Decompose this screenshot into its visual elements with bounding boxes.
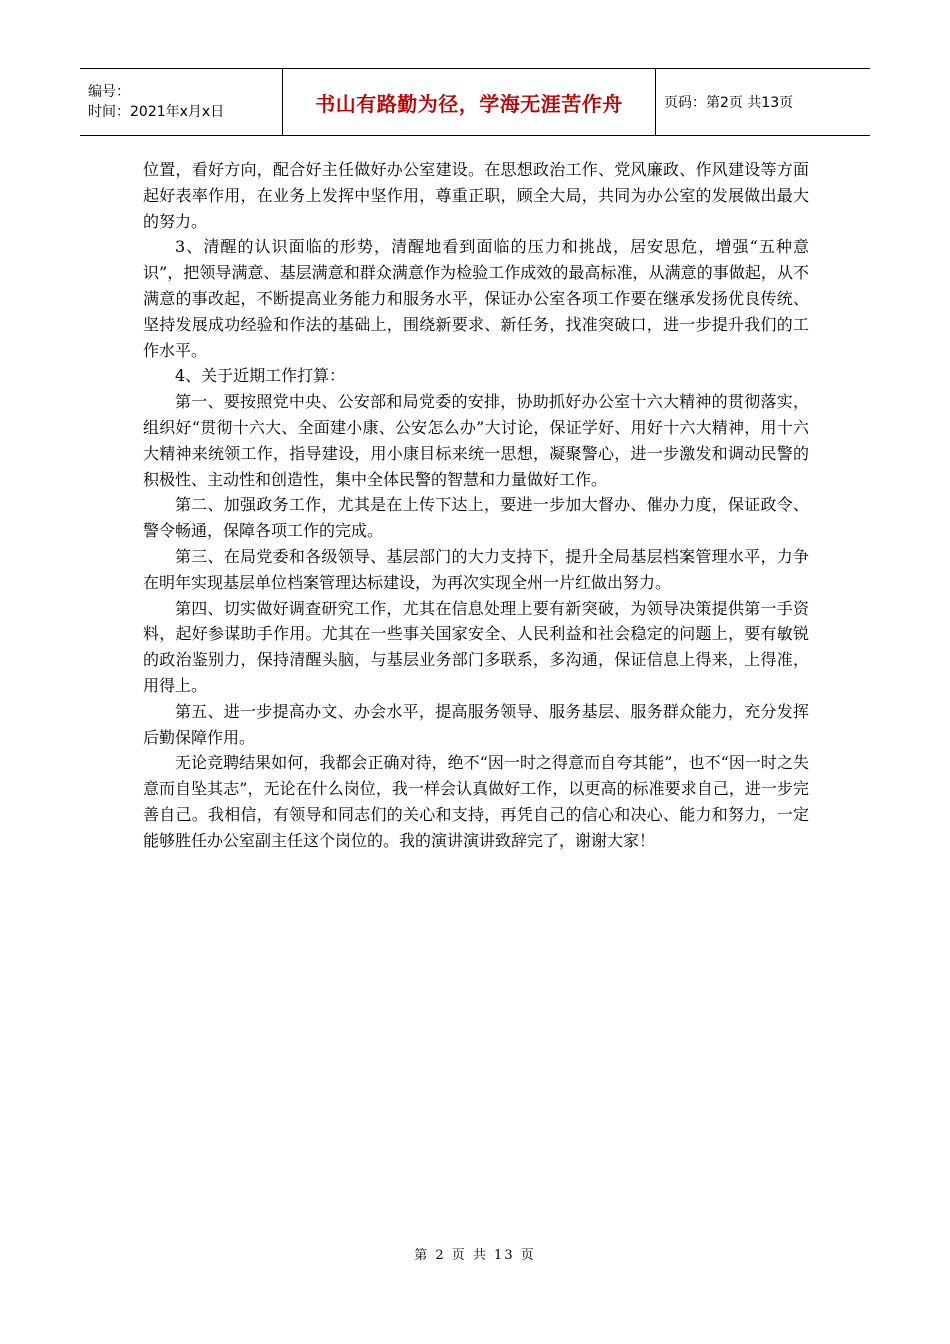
page-header (80, 68, 870, 136)
paragraph: 第二、加强政务工作，尤其是在上传下达上，要进一步加大督办、催办力度，保证政令、警令畅通，保障各项工作的完成。 (143, 495, 809, 541)
paragraph: 位置，看好方向，配合好主任做好办公室建设。在思想政治工作、党风廉政、作风建设等方面起好表率作用，在业务上发挥中坚作用，尊重正职，顾全大局，共同为办公室的发展做出最大的努力。 (143, 160, 809, 231)
paragraph: 第五、进一步提高办文、办会水平，提高服务领导、服务基层、服务群众能力，充分发挥后勤保障作用。 (143, 701, 809, 747)
document-body (143, 157, 809, 854)
page-footer: 第 2 页 共 13 页 (414, 1248, 536, 1263)
paragraph: 第四、切实做好调查研究工作，尤其在信息处理上要有新突破，为领导决策提供第一手资料，起好参谋助手作用。尤其在一些事关国家安全、人民利益和社会稳定的问题上，要有敏锐的政治鉴别力，保持清醒头脑，与基层业务部门多联系，多沟通，保证信息上得来，上得准，用得上。 (143, 598, 809, 695)
header-motto-cell (283, 69, 656, 136)
header-meta-cell (80, 69, 283, 136)
paragraph: 3、清醒的认识面临的形势，清醒地看到面临的压力和挑战，居安思危，增强“五种意识”，把领导满意、基层满意和群众满意作为检验工作成效的最高标准，从满意的事做起，从不满意的事改起，不断提高业务能力和服务水平，保证办公室各项工作要在继承发扬优良传统、坚持发展成功经验和作法的基础上，围绕新要求、新任务，找准突破口，进一步提升我们的工作水平。 (143, 237, 809, 360)
header-page-cell (656, 69, 871, 136)
document-number-label: 编号： (88, 84, 130, 100)
header-page-info: 页码：第2页 共13页 (664, 95, 794, 111)
document-date: 时间：2021年x月x日 (88, 104, 225, 120)
paragraph: 第三、在局党委和各级领导、基层部门的大力支持下，提升全局基层档案管理水平，力争在明年实现基层单位档案管理达标建设，为再次实现全州一片红做出努力。 (143, 546, 809, 592)
header-motto: 书山有路勤为径，学海无涯苦作舟 (315, 91, 623, 116)
paragraph: 4、关于近期工作打算： (175, 366, 346, 386)
paragraph: 第一、要按照党中央、公安部和局党委的安排，协助抓好办公室十六大精神的贯彻落实，组织好“贯彻十六大、全面建小康、公安怎么办”大讨论，保证学好、用好十六大精神，用十六大精神来统领工作，指导建设，用小康目标来统一思想，凝聚警心，进一步激发和调动民警的积极性、主动性和创造性，集中全体民警的智慧和力量做好工作。 (143, 392, 809, 489)
paragraph: 无论竞聘结果如何，我都会正确对待，绝不“因一时之得意而自夸其能”，也不“因一时之失意而自坠其志”，无论在什么岗位，我一样会认真做好工作，以更高的标准要求自己，进一步完善自己。我相信，有领导和同志们的关心和支持，再凭自己的信心和决心、能力和努力，一定能够胜任办公室副主任这个岗位的。我的演讲演讲致辞完了，谢谢大家！ (143, 753, 809, 850)
